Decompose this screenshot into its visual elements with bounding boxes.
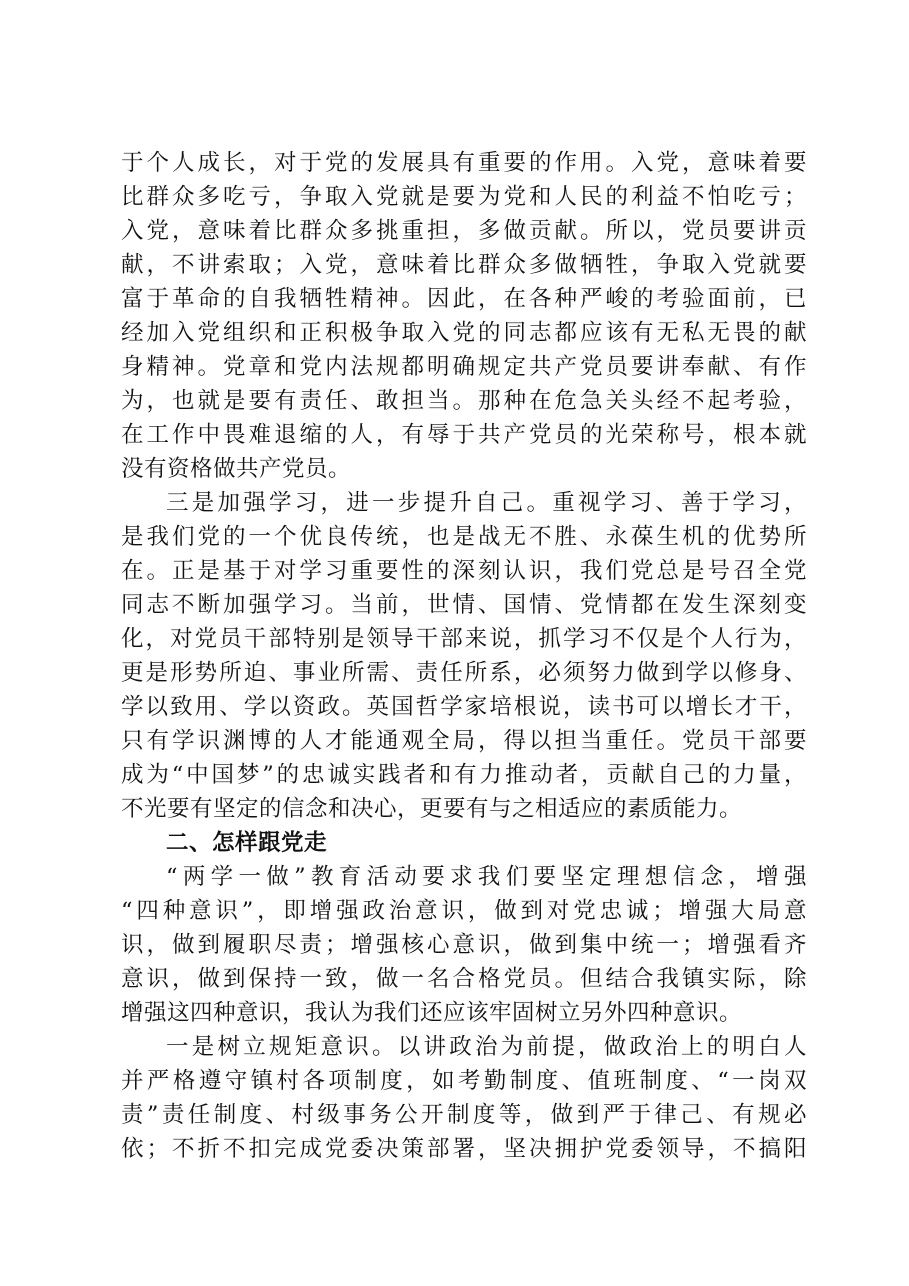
text-line: 化，对党员干部特别是领导干部来说，抓学习不仅是个人行为，: [121, 626, 807, 652]
text-line: 依；不折不扣完成党委决策部署，坚决拥护党委领导，不搞阳: [121, 1136, 807, 1162]
text-line: 是我们党的一个优良传统，也是战无不胜、永葆生机的优势所: [121, 524, 807, 550]
text-line: 在。正是基于对学习重要性的深刻认识，我们党总是号召全党: [121, 558, 807, 584]
text-line: 责”责任制度、村级事务公开制度等，做到严于律己、有规必: [121, 1102, 807, 1128]
section-heading: 二、怎样跟党走: [166, 830, 328, 856]
text-line: 入党，意味着比群众多挑重担，多做贡献。所以，党员要讲贡: [121, 218, 807, 244]
text-line: 没有资格做共产党员。: [121, 456, 352, 482]
text-line: “两学一做”教育活动要求我们要坚定理想信念，增强: [166, 864, 807, 890]
text-line: “四种意识”，即增强政治意识，做到对党忠诚；增强大局意: [121, 898, 807, 924]
text-line: 意识，做到保持一致，做一名合格党员。但结合我镇实际，除: [121, 966, 807, 992]
text-line: 三是加强学习，进一步提升自己。重视学习、善于学习，: [166, 490, 807, 516]
text-line: 不光要有坚定的信念和决心，更要有与之相适应的素质能力。: [121, 796, 743, 822]
text-line: 成为“中国梦”的忠诚实践者和有力推动者，贡献自己的力量，: [121, 762, 807, 788]
text-line: 经加入党组织和正积极争取入党的同志都应该有无私无畏的献: [121, 320, 807, 346]
text-line: 识，做到履职尽责；增强核心意识，做到集中统一；增强看齐: [121, 932, 807, 958]
text-line: 学以致用、学以资政。英国哲学家培根说，读书可以增长才干，: [121, 694, 807, 720]
text-line: 于个人成长，对于党的发展具有重要的作用。入党，意味着要: [121, 150, 807, 176]
text-line: 在工作中畏难退缩的人，有辱于共产党员的光荣称号，根本就: [121, 422, 807, 448]
text-line: 富于革命的自我牺牲精神。因此，在各种严峻的考验面前，已: [121, 286, 807, 312]
text-line: 并严格遵守镇村各项制度，如考勤制度、值班制度、“一岗双: [121, 1068, 807, 1094]
text-line: 更是形势所迫、事业所需、责任所系，必须努力做到学以修身、: [121, 660, 807, 686]
body-text: [121, 146, 807, 1166]
text-line: 只有学识渊博的人才能通观全局，得以担当重任。党员干部要: [121, 728, 807, 754]
text-line: 身精神。党章和党内法规都明确规定共产党员要讲奉献、有作: [121, 354, 807, 380]
text-line: 献，不讲索取；入党，意味着比群众多做牺牲，争取入党就要: [121, 252, 807, 278]
text-line: 增强这四种意识，我认为我们还应该牢固树立另外四种意识。: [121, 1000, 743, 1026]
text-line: 比群众多吃亏，争取入党就是要为党和人民的利益不怕吃亏；: [121, 184, 807, 210]
text-line: 同志不断加强学习。当前，世情、国情、党情都在发生深刻变: [121, 592, 807, 618]
text-line: 一是树立规矩意识。以讲政治为前提，做政治上的明白人: [166, 1034, 807, 1060]
text-line: 为，也就是要有责任、敢担当。那种在危急关头经不起考验，: [121, 388, 807, 414]
